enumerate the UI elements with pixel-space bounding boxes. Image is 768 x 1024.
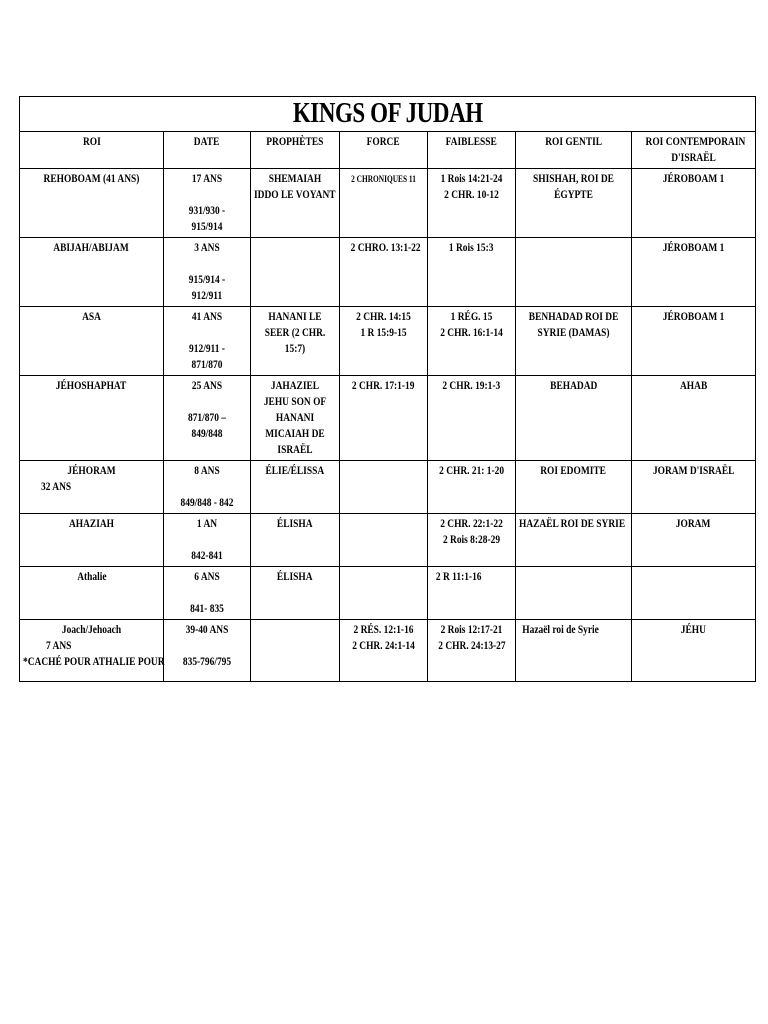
roi-name: ASA [82,311,101,323]
table-row [20,169,756,238]
faiblesse-ref: 2 Rois 12:17-21 [440,624,503,636]
roi-name: AHAZIAH [68,518,115,530]
cell-force [340,567,428,620]
cell-prophetes [251,238,340,307]
prophete-name: ÉLISHA [277,518,313,530]
roi-contemporain: JORAM [676,518,711,530]
faiblesse-ref: 2 CHR. 21: 1-20 [439,465,504,477]
roi-name: JÉHORAM [67,465,116,477]
table-row [20,620,756,682]
prophete-name: HANANI LE [268,311,322,323]
header-faiblesse [428,132,516,169]
cell-roi-contemporain [632,461,756,514]
prophete-name: HANANI [275,412,315,424]
date-years: 25 ANS [191,380,223,392]
roi-name: REHOBOAM (41 ANS) [43,173,140,185]
roi-gentil: Hazaël roi de Syrie [522,624,599,636]
cell-roi [20,567,164,620]
cell-roi [20,376,164,461]
cell-roi-gentil [516,307,632,376]
cell-roi [20,620,164,682]
roi-gentil: ROI EDOMITE [540,465,607,477]
cell-roi [20,307,164,376]
cell-date [164,169,251,238]
cell-force [340,514,428,567]
cell-force [340,238,428,307]
roi-gentil: SYRIE (DAMAS) [537,327,610,339]
prophete-name: SEER (2 CHR. [264,327,326,339]
cell-force [340,169,428,238]
table-row [20,461,756,514]
date-range: 912/911 - [189,343,225,355]
title-text: KINGS OF JUDAH [292,98,483,129]
header-force [340,132,428,169]
roi-reign: 7 ANS [45,640,72,652]
roi-gentil: ÉGYPTE [554,189,593,201]
roi-gentil: BEHADAD [549,380,598,392]
cell-roi-gentil [516,376,632,461]
cell-roi [20,238,164,307]
header-row [20,132,756,169]
date-years: 17 ANS [191,173,223,185]
cell-roi-contemporain [632,238,756,307]
cell-date [164,376,251,461]
faiblesse-ref: 2 Rois 8:28-29 [442,534,501,546]
cell-roi-gentil [516,514,632,567]
header-date-label: DATE [194,136,220,148]
header-roi-contemporain-label-2: D'ISRAËL [671,152,716,164]
roi-contemporain: JÉROBOAM 1 [662,173,725,185]
faiblesse-ref: 2 R 11:1-16 [435,571,482,583]
cell-prophetes [251,169,340,238]
cell-date [164,567,251,620]
faiblesse-ref: 2 CHR. 16:1-14 [440,327,503,339]
cell-prophetes [251,620,340,682]
faiblesse-ref: 2 CHR. 10-12 [444,189,499,201]
cell-roi [20,514,164,567]
roi-contemporain: AHAB [679,380,708,392]
cell-date [164,620,251,682]
date-range: 931/930 - [188,205,226,217]
date-years: 39-40 ANS [185,624,229,636]
cell-roi-gentil [516,567,632,620]
cell-force [340,461,428,514]
header-prophetes-label: PROPHÈTES [266,136,324,148]
cell-date [164,238,251,307]
faiblesse-ref: 1 Rois 15:3 [449,242,494,254]
kings-table [19,96,756,682]
cell-faiblesse [428,238,516,307]
cell-faiblesse [428,376,516,461]
prophete-name: 15:7) [284,343,306,355]
roi-reign: 32 ANS [41,481,72,493]
date-range: 871/870 [191,359,223,371]
force-ref: 1 R 15:9-15 [360,327,407,339]
cell-prophetes [251,461,340,514]
force-ref: 2 CHR. 24:1-14 [352,640,415,652]
header-roi [20,132,164,169]
header-faiblesse-label: FAIBLESSE [445,136,498,148]
table-row [20,238,756,307]
prophete-name: ÉLISHA [277,571,313,583]
cell-faiblesse [428,461,516,514]
cell-prophetes [251,567,340,620]
cell-force [340,376,428,461]
roi-name: JÉHOSHAPHAT [56,380,127,392]
header-prophetes [251,132,340,169]
header-roi-contemporain [632,132,756,169]
table-row [20,307,756,376]
cell-roi [20,169,164,238]
cell-roi-gentil [516,620,632,682]
header-roi-gentil-label: ROI GENTIL [545,136,602,148]
roi-contemporain: JÉROBOAM 1 [662,242,725,254]
roi-gentil: HAZAËL ROI DE SYRIE [519,518,626,530]
date-range: 912/911 [191,290,223,302]
date-years: 1 AN [196,518,218,530]
date-range: 849/848 - 842 [180,497,234,509]
roi-contemporain: JORAM D'ISRAËL [652,465,735,477]
cell-roi-contemporain [632,567,756,620]
header-force-label: FORCE [366,136,401,148]
roi-contemporain: JÉHU [680,624,707,636]
cell-roi-contemporain [632,514,756,567]
prophete-name: IDDO LE VOYANT [254,189,336,201]
date-range: 871/870 – [187,412,226,424]
faiblesse-ref: 1 RÉG. 15 [450,311,493,323]
table-row [20,376,756,461]
cell-date [164,514,251,567]
table-row [20,567,756,620]
cell-roi [20,461,164,514]
prophete-name: JAHAZIEL [270,380,320,392]
header-roi-contemporain-label: ROI CONTEMPORAIN [645,136,746,148]
date-years: 6 ANS [194,571,220,583]
force-ref: 2 CHRO. 13:1-22 [350,242,421,254]
cell-faiblesse [428,514,516,567]
prophete-name: JEHU SON OF [263,396,327,408]
cell-roi-contemporain [632,169,756,238]
date-range: 842-841 [191,550,223,562]
prophete-name: ÉLIE/ÉLISSA [265,465,325,477]
roi-note: *CACHÉ POUR ATHALIE POUR [23,656,165,668]
roi-name: ABIJAH/ABIJAM [53,242,130,254]
cell-roi-gentil [516,169,632,238]
prophete-name: ISRAËL [277,444,313,456]
page-title [20,97,756,132]
cell-prophetes [251,307,340,376]
faiblesse-ref: 2 CHR. 22:1-22 [440,518,503,530]
roi-gentil: BENHADAD ROI DE [528,311,619,323]
cell-faiblesse [428,169,516,238]
roi-name: Athalie [76,571,107,583]
date-years: 3 ANS [194,242,220,254]
force-ref: 2 CHRONIQUES 11 [351,174,416,184]
cell-roi-gentil [516,238,632,307]
date-range: 915/914 - [188,274,226,286]
force-ref: 2 CHR. 17:1-19 [352,380,415,392]
header-date [164,132,251,169]
date-range: 841- 835 [190,603,224,615]
cell-prophetes [251,376,340,461]
cell-roi-contemporain [632,376,756,461]
roi-name: Joach/Jehoach [61,624,122,636]
cell-faiblesse [428,307,516,376]
cell-faiblesse [428,567,516,620]
header-roi-gentil [516,132,632,169]
faiblesse-ref: 2 CHR. 24:13-27 [438,640,506,652]
cell-roi-contemporain [632,620,756,682]
faiblesse-ref: 1 Rois 14:21-24 [440,173,503,185]
date-years: 8 ANS [194,465,220,477]
force-ref: 2 CHR. 14:15 [356,311,411,323]
roi-contemporain: JÉROBOAM 1 [662,311,725,323]
cell-date [164,307,251,376]
date-range: 849/848 [191,428,223,440]
cell-date [164,461,251,514]
cell-force [340,620,428,682]
date-years: 41 ANS [191,311,223,323]
cell-force [340,307,428,376]
prophete-name: SHEMAIAH [268,173,322,185]
faiblesse-ref: 2 CHR. 19:1-3 [442,380,501,392]
table-row [20,514,756,567]
prophete-name: MICAIAH DE [265,428,325,440]
cell-roi-contemporain [632,307,756,376]
cell-prophetes [251,514,340,567]
date-range: 915/914 [191,221,223,233]
roi-gentil: SHISHAH, ROI DE [533,173,614,185]
cell-faiblesse [428,620,516,682]
header-roi-label: ROI [82,136,101,148]
date-range: 835-796/795 [182,656,232,668]
force-ref: 2 RÉS. 12:1-16 [353,624,414,636]
cell-roi-gentil [516,461,632,514]
